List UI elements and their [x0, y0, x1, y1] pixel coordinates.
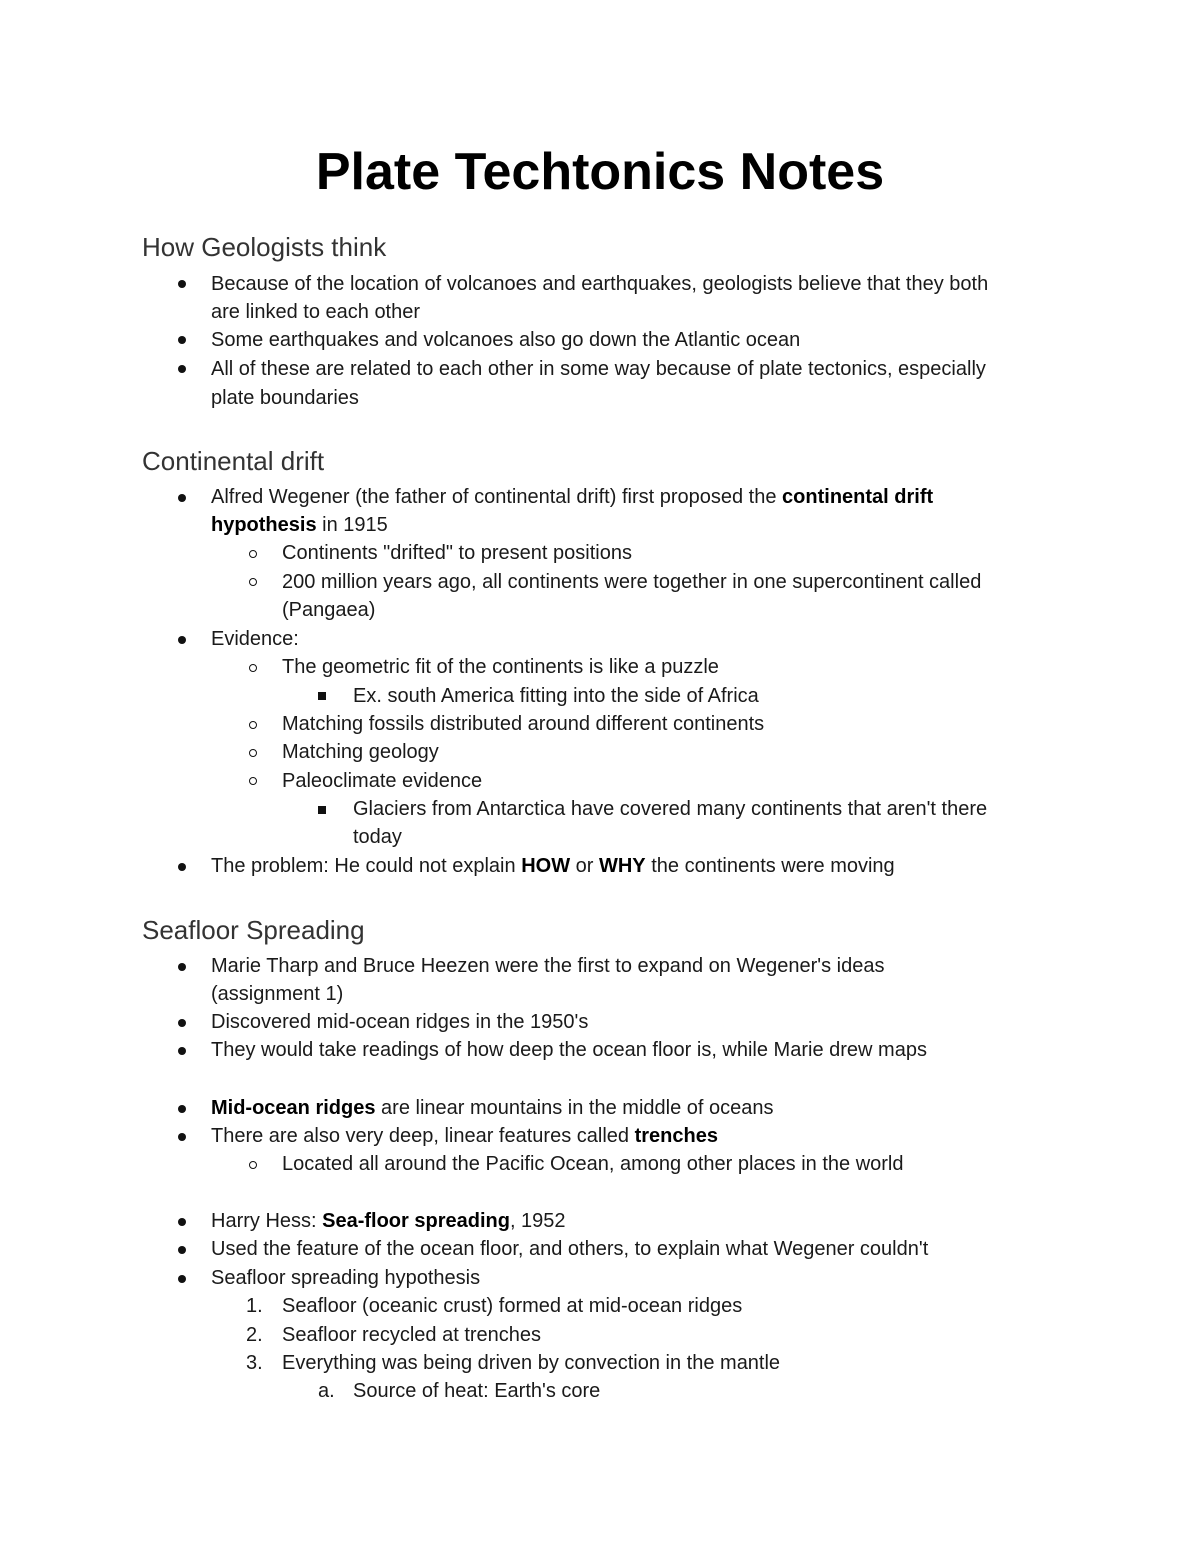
bullet-icon [178, 1246, 186, 1254]
bold-term: WHY [598, 855, 646, 877]
list-item: Discovered mid-ocean ridges in the 1950's [211, 1011, 589, 1033]
list-item [211, 854, 895, 878]
text-run: The problem: He could not explain [211, 855, 522, 877]
circle-bullet-icon [249, 664, 257, 672]
bullet-icon [178, 494, 186, 502]
list-item [211, 1209, 566, 1233]
bold-term: HOW [521, 855, 571, 877]
bold-term: trenches [634, 1125, 718, 1147]
list-item: Marie Tharp and Bruce Heezen were the first to expand on Wegener's ideas [211, 955, 885, 977]
bold-term: continental drift [782, 486, 934, 508]
list-letter: a. [318, 1380, 335, 1402]
list-item: Paleoclimate evidence [282, 770, 483, 792]
list-item: Matching fossils distributed around different continents [282, 713, 765, 735]
list-item-continuation: today [353, 826, 402, 848]
page-title: Plate Techtonics Notes [315, 143, 885, 201]
list-item: Source of heat: Earth's core [353, 1380, 601, 1402]
bullet-icon [178, 1133, 186, 1141]
list-item: They would take readings of how deep the ocean floor is, while Marie drew maps [211, 1039, 927, 1061]
list-item [211, 485, 933, 509]
bullet-icon [178, 1218, 186, 1226]
text-run: the continents were moving [645, 855, 895, 877]
circle-bullet-icon [249, 1161, 257, 1169]
list-item: Ex. south America fitting into the side of Africa [353, 685, 759, 707]
bullet-icon [178, 963, 186, 971]
bullet-icon [178, 636, 186, 644]
list-item: All of these are related to each other in some way because of plate tectonics, especially [211, 358, 986, 380]
list-item: Seafloor (oceanic crust) formed at mid-ocean ridges [282, 1295, 743, 1317]
list-item-continuation: (assignment 1) [211, 983, 344, 1005]
bold-term: Sea-floor spreading [322, 1210, 510, 1232]
list-item: The geometric fit of the continents is like a puzzle [282, 656, 719, 678]
circle-bullet-icon [249, 777, 257, 785]
list-item: Evidence: [211, 628, 299, 650]
list-item: Located all around the Pacific Ocean, among other places in the world [282, 1153, 904, 1175]
bold-term: Mid-ocean ridges [211, 1097, 376, 1119]
circle-bullet-icon [249, 578, 257, 586]
list-item: Seafloor recycled at trenches [282, 1324, 542, 1346]
list-item-continuation: are linked to each other [211, 301, 421, 323]
bullet-icon [178, 280, 186, 288]
square-bullet-icon [318, 692, 326, 700]
list-item-continuation [211, 513, 388, 537]
list-item: Everything was being driven by convection in the mantle [282, 1352, 781, 1374]
list-item: Seafloor spreading hypothesis [211, 1267, 481, 1289]
section-heading-seafloor-spreading: Seafloor Spreading [142, 915, 365, 945]
bullet-icon [178, 1105, 186, 1113]
list-item-continuation: (Pangaea) [282, 599, 376, 621]
list-number: 2. [246, 1324, 263, 1346]
bullet-icon [178, 365, 186, 373]
list-item-continuation: plate boundaries [211, 387, 359, 409]
text-run: Harry Hess: [211, 1210, 323, 1232]
list-item: Glaciers from Antarctica have covered many continents that aren't there [353, 798, 988, 820]
list-item [211, 1096, 774, 1120]
bold-term: hypothesis [211, 514, 317, 536]
list-item: 200 million years ago, all continents were together in one supercontinent called [282, 571, 982, 593]
bullet-icon [178, 1047, 186, 1055]
bullet-icon [178, 1275, 186, 1283]
text-run: , 1952 [509, 1210, 566, 1232]
list-item: Matching geology [282, 741, 439, 763]
list-item: Some earthquakes and volcanoes also go down the Atlantic ocean [211, 329, 801, 351]
bullet-icon [178, 863, 186, 871]
list-item [211, 1124, 718, 1148]
circle-bullet-icon [249, 550, 257, 558]
list-number: 1. [246, 1295, 263, 1317]
list-item: Continents "drifted" to present positions [282, 542, 632, 564]
text-run: or [570, 855, 599, 877]
list-item: Used the feature of the ocean floor, and others, to explain what Wegener couldn't [211, 1238, 929, 1260]
circle-bullet-icon [249, 749, 257, 757]
text-run: There are also very deep, linear features called [211, 1125, 635, 1147]
circle-bullet-icon [249, 721, 257, 729]
list-number: 3. [246, 1352, 263, 1374]
bullet-icon [178, 1019, 186, 1027]
bullet-icon [178, 336, 186, 344]
square-bullet-icon [318, 806, 326, 814]
text-run: Alfred Wegener (the father of continental drift) first proposed the [211, 486, 783, 508]
list-item: Because of the location of volcanoes and earthquakes, geologists believe that they both [211, 273, 989, 295]
section-heading-how-geologists-think: How Geologists think [142, 232, 387, 262]
text-run: are linear mountains in the middle of oceans [375, 1097, 774, 1119]
text-run: in 1915 [316, 514, 388, 536]
section-heading-continental-drift: Continental drift [142, 446, 325, 476]
